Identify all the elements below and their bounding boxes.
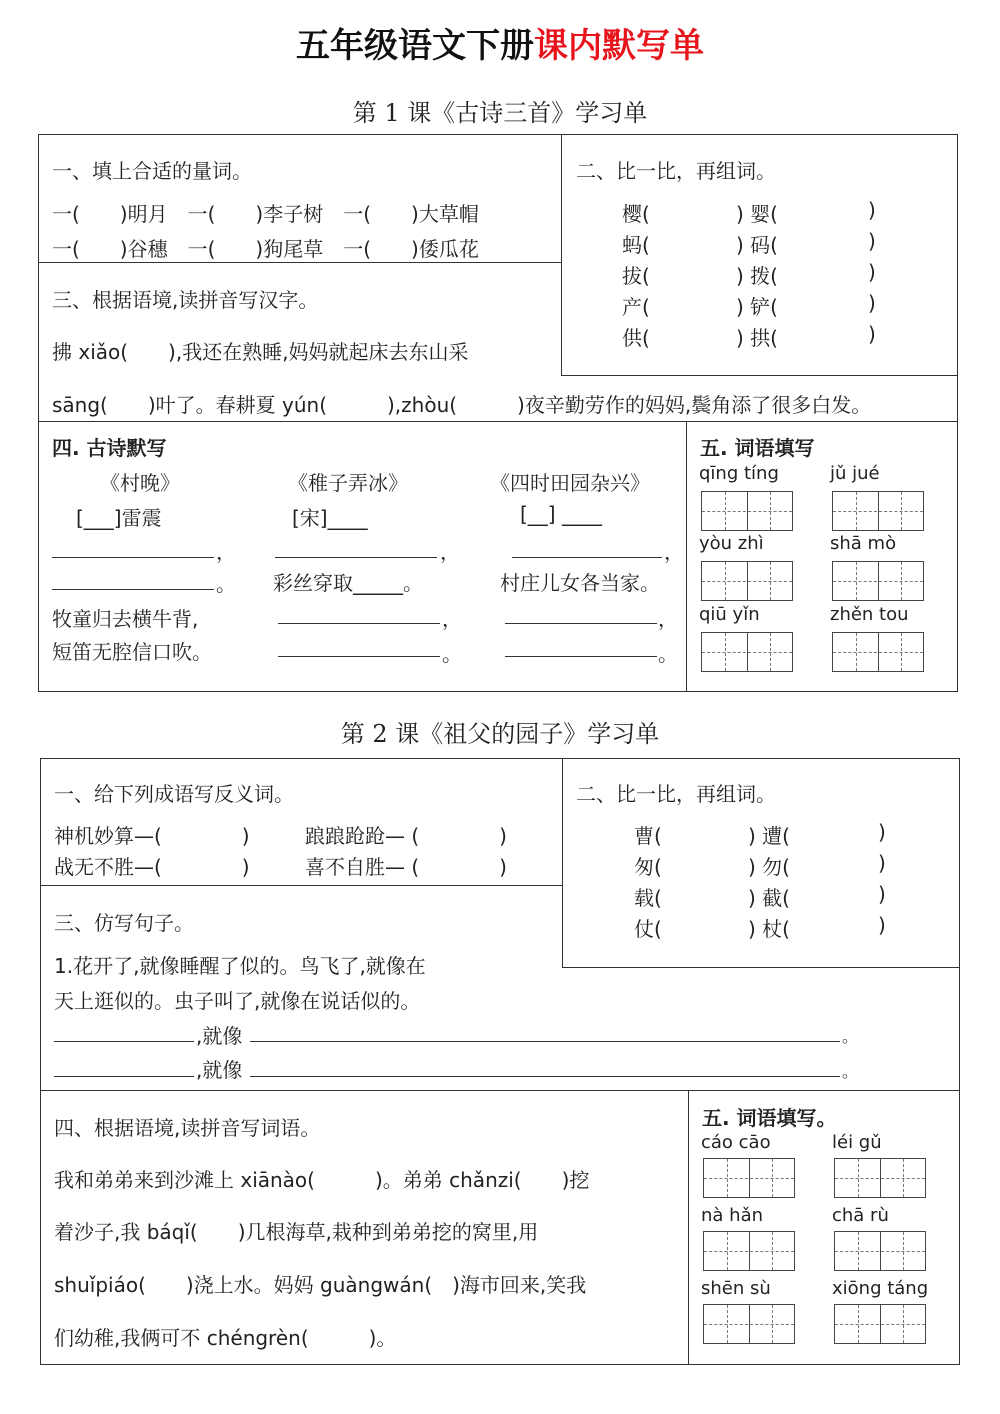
l2-s4-line1: 我和弟弟来到沙滩上 xiānào( )。弟弟 chǎnzi( )挖 <box>54 1168 590 1192</box>
compare-pair-3-c: ) <box>878 882 886 906</box>
comma: ， <box>664 540 684 564</box>
comma: ， <box>442 607 462 631</box>
tian-grid-box[interactable] <box>703 1231 795 1271</box>
compare-pair-3-b: ) 截( <box>748 886 790 910</box>
answer-line[interactable] <box>278 623 440 624</box>
compare-pair-4-a: 产( <box>622 295 650 319</box>
l2-s4-line3: shuǐpiáo( )浇上水。妈妈 guàngwán( )海市回来,笑我 <box>54 1273 587 1297</box>
lesson2-heading: 第 2 课《祖父的园子》学习单 <box>340 720 660 748</box>
pinyin-label: nà hǎn <box>701 1205 764 1226</box>
compare-pair-5-a: 供( <box>622 326 650 350</box>
compare-pair-5-c: ) <box>868 322 876 346</box>
tian-grid-box[interactable] <box>834 1231 926 1271</box>
divider <box>562 758 563 968</box>
l2-s4-title: 四、根据语境,读拼音写词语。 <box>54 1116 321 1140</box>
period: 。 <box>842 1027 859 1046</box>
tian-grid-box[interactable] <box>834 1158 926 1198</box>
l2-s1-r2a: 战无不胜—( ) <box>54 855 250 879</box>
compare-pair-1-b: ) 婴( <box>736 202 778 226</box>
answer-line[interactable] <box>54 1076 194 1077</box>
compare-pair-1-a: 樱( <box>622 202 650 226</box>
l2-s1-r2b: 喜不自胜— ( ) <box>305 855 507 879</box>
compare-pair-1-c: ) <box>868 198 876 222</box>
compare-pair-3-a: 载( <box>634 886 662 910</box>
answer-line[interactable] <box>52 557 214 558</box>
tian-grid-box[interactable] <box>832 561 924 601</box>
compare-pair-1-c: ) <box>878 820 886 844</box>
answer-line[interactable] <box>505 623 657 624</box>
l1-s1-title: 一、填上合适的量词。 <box>52 159 252 183</box>
answer-line[interactable] <box>250 1041 840 1042</box>
answer-line[interactable] <box>54 1041 194 1042</box>
l2-s1-r1a: 神机妙算—( ) <box>54 824 250 848</box>
answer-line[interactable] <box>275 557 437 558</box>
title-highlight: 课内默写单 <box>534 26 704 66</box>
pinyin-label: shēn sù <box>701 1278 771 1299</box>
divider <box>38 421 958 422</box>
page-title <box>0 18 1000 67</box>
poem1-line3: 牧童归去横牛背, <box>52 607 199 631</box>
poem3-line2: 村庄儿女各当家。 <box>500 571 660 595</box>
divider <box>561 375 958 376</box>
compare-pair-4-c: ) <box>868 291 876 315</box>
title-main: 五年级语文下册 <box>296 26 534 66</box>
poem1-author: [___]雷震 <box>76 506 162 530</box>
answer-line[interactable] <box>505 656 657 657</box>
divider <box>688 1090 689 1365</box>
compare-pair-2-a: 匆( <box>634 855 662 879</box>
l2-s5-title: 五. 词语填写。 <box>702 1106 837 1130</box>
tian-grid-box[interactable] <box>701 561 793 601</box>
l1-s5-title: 五. 词语填写 <box>700 436 815 460</box>
tian-grid-box[interactable] <box>832 491 924 531</box>
tian-grid-box[interactable] <box>832 632 924 672</box>
tian-grid-box[interactable] <box>703 1304 795 1344</box>
l1-s1-row2: 一( )谷穗 一( )狗尾草 一( )倭瓜花 <box>52 237 479 261</box>
l1-s3-title: 三、根据语境,读拼音写汉字。 <box>52 288 319 312</box>
pinyin-label: qiū yǐn <box>699 604 760 625</box>
compare-pair-1-a: 曹( <box>634 824 662 848</box>
compare-pair-5-b: ) 拱( <box>736 326 778 350</box>
divider <box>40 1090 960 1091</box>
compare-pair-4-c: ) <box>878 913 886 937</box>
tian-grid-box[interactable] <box>701 632 793 672</box>
pinyin-label: qīng tíng <box>699 463 779 484</box>
comma: ， <box>216 540 236 564</box>
lesson1-heading: 第 1 课《古诗三首》学习单 <box>352 99 648 127</box>
compare-pair-2-b: ) 码( <box>736 233 778 257</box>
divider <box>686 421 687 692</box>
answer-line[interactable] <box>250 1076 840 1077</box>
comma: ， <box>440 540 460 564</box>
answer-line[interactable] <box>512 557 662 558</box>
poem2-author: [宋]____ <box>292 506 368 530</box>
period: 。 <box>658 642 678 666</box>
poem1-name: 《村晚》 <box>100 471 180 495</box>
l2-s1-title: 一、给下列成语写反义词。 <box>54 782 294 806</box>
tian-grid-box[interactable] <box>701 491 793 531</box>
l1-s2-title: 二、比一比，再组词。 <box>576 159 776 183</box>
answer-line[interactable] <box>278 656 440 657</box>
compare-pair-3-b: ) 拨( <box>736 264 778 288</box>
l2-s3-line2: 天上逛似的。虫子叫了,就像在说话似的。 <box>54 989 421 1013</box>
pinyin-label: jǔ jué <box>830 463 880 484</box>
l1-s1-row1: 一( )明月 一( )李子树 一( )大草帽 <box>52 202 479 226</box>
pinyin-label: zhěn tou <box>830 604 909 625</box>
tian-grid-box[interactable] <box>834 1304 926 1344</box>
poem2-line2: 彩丝穿取_____。 <box>273 571 423 595</box>
l2-s4-line4: 们幼稚,我俩可不 chéngrèn( )。 <box>54 1326 397 1350</box>
l1-s3-line1: 拂 xiǎo( ),我还在熟睡,妈妈就起床去东山采 <box>52 340 469 364</box>
poem3-name: 《四时田园杂兴》 <box>490 471 650 495</box>
compare-pair-2-b: ) 勿( <box>748 855 790 879</box>
comma: ， <box>658 607 678 631</box>
poem1-line4: 短笛无腔信口吹。 <box>52 640 212 664</box>
l2-s3-title: 三、仿写句子。 <box>54 911 194 935</box>
compare-pair-3-c: ) <box>868 260 876 284</box>
compare-pair-3-a: 拔( <box>622 264 650 288</box>
divider <box>38 262 562 263</box>
compare-pair-2-c: ) <box>868 229 876 253</box>
l1-s3-line2: sāng( )叶了。春耕夏 yún( ),zhòu( )夜辛勤劳作的妈妈,鬓角添了很多白发。 <box>52 393 872 417</box>
tian-grid-box[interactable] <box>703 1158 795 1198</box>
pinyin-label: yòu zhì <box>699 533 764 554</box>
l2-s1-r1b: 踉踉跄跄— ( ) <box>305 824 507 848</box>
compare-pair-2-c: ) <box>878 851 886 875</box>
compare-pair-4-a: 仗( <box>634 917 662 941</box>
period: 。 <box>842 1062 859 1081</box>
divider <box>561 134 562 376</box>
divider <box>562 967 960 968</box>
l2-s3-line1: 1.花开了,就像睡醒了似的。鸟飞了,就像在 <box>54 954 426 978</box>
poem3-author: [__] ____ <box>520 502 602 526</box>
period: 。 <box>442 642 462 666</box>
divider <box>40 885 563 886</box>
period: 。 <box>216 572 236 596</box>
pinyin-label: chā rù <box>832 1205 889 1226</box>
pinyin-label: shā mò <box>830 533 897 554</box>
poem2-name: 《稚子弄冰》 <box>288 471 408 495</box>
compare-pair-4-b: ) 杖( <box>748 917 790 941</box>
l1-s4-title: 四. 古诗默写 <box>52 436 167 460</box>
jiuxiang-1: ,就像 <box>196 1024 243 1048</box>
answer-line[interactable] <box>52 589 214 590</box>
l2-s4-line2: 着沙子,我 báqǐ( )几根海草,栽种到弟弟挖的窝里,用 <box>54 1220 539 1244</box>
jiuxiang-2: ,就像 <box>196 1058 243 1082</box>
compare-pair-1-b: ) 遭( <box>748 824 790 848</box>
compare-pair-4-b: ) 铲( <box>736 295 778 319</box>
pinyin-label: léi gǔ <box>832 1132 882 1153</box>
pinyin-label: xiōng táng <box>832 1278 929 1299</box>
compare-pair-2-a: 蚂( <box>622 233 650 257</box>
pinyin-label: cáo cāo <box>701 1132 771 1153</box>
l2-s2-title: 二、比一比，再组词。 <box>576 782 776 806</box>
